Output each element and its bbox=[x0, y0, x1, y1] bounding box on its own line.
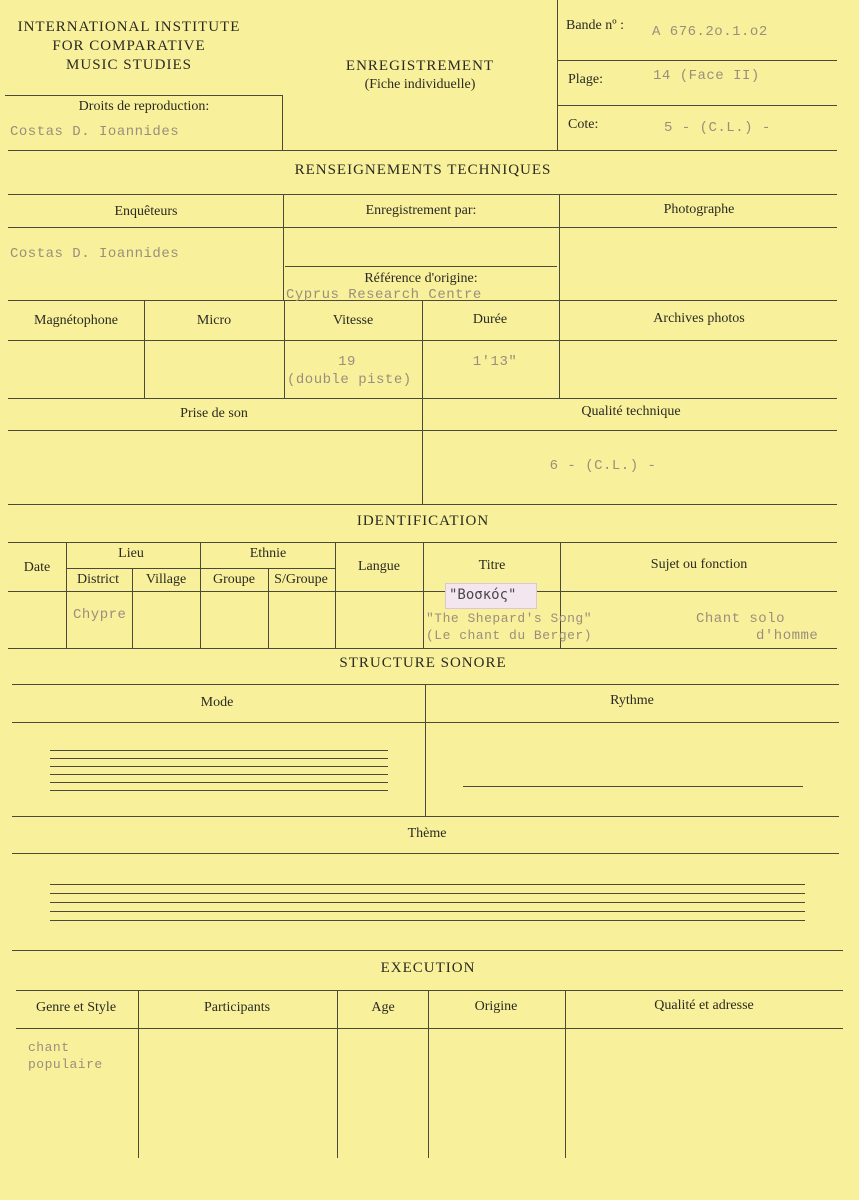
langue-label: Langue bbox=[358, 559, 400, 574]
divider bbox=[557, 0, 558, 150]
execution-header: EXECUTION bbox=[380, 960, 476, 976]
divider bbox=[559, 300, 560, 398]
divider bbox=[8, 398, 837, 399]
bande-label: Bande nº : bbox=[566, 18, 624, 33]
divider bbox=[8, 194, 837, 195]
mode-rule bbox=[50, 758, 388, 759]
greek-title: "Βοσκός" bbox=[449, 587, 517, 603]
vitesse-value-2: (double piste) bbox=[287, 372, 412, 388]
divider bbox=[5, 95, 282, 96]
theme-rule bbox=[50, 920, 805, 921]
cote-label: Cote: bbox=[568, 117, 599, 132]
qualite-value: 6 - (C.L.) - bbox=[549, 458, 657, 474]
ethnie-label: Ethnie bbox=[249, 546, 287, 561]
rights-label: Droits de reproduction: bbox=[78, 99, 210, 114]
titre-line-2: (Le chant du Berger) bbox=[426, 628, 593, 643]
rythme-rule bbox=[463, 786, 803, 787]
date-label: Date bbox=[23, 560, 51, 575]
titre-label: Titre bbox=[478, 558, 506, 573]
mode-rule bbox=[50, 782, 388, 783]
sujet-line-2: d'homme bbox=[756, 628, 819, 644]
mode-rule bbox=[50, 750, 388, 751]
theme-rule bbox=[50, 902, 805, 903]
structure-header: STRUCTURE SONORE bbox=[339, 655, 507, 671]
divider bbox=[284, 300, 285, 398]
divider bbox=[423, 542, 424, 648]
enregistrement-label: Enregistrement par: bbox=[365, 203, 477, 218]
origine-label: Origine bbox=[474, 999, 518, 1014]
divider bbox=[12, 950, 843, 951]
divider bbox=[285, 266, 557, 267]
enqueteurs-value: Costas D. Ioannides bbox=[10, 246, 180, 262]
duree-label: Durée bbox=[472, 312, 508, 327]
titre-line-1: "The Shepard's Song" bbox=[426, 611, 593, 626]
technical-header: RENSEIGNEMENTS TECHNIQUES bbox=[294, 162, 552, 178]
duree-value: 1'13" bbox=[472, 354, 518, 370]
divider bbox=[8, 340, 837, 341]
vitesse-label: Vitesse bbox=[332, 313, 374, 328]
divider bbox=[335, 542, 336, 648]
divider bbox=[12, 816, 839, 817]
theme-label: Thème bbox=[407, 826, 447, 841]
groupe-label: Groupe bbox=[213, 572, 255, 587]
divider bbox=[132, 568, 133, 648]
divider bbox=[8, 504, 837, 505]
vitesse-value-1: 19 bbox=[338, 354, 356, 370]
qualite-label: Qualité technique bbox=[581, 404, 681, 419]
enqueteurs-label: Enquêteurs bbox=[114, 204, 178, 219]
divider bbox=[66, 568, 335, 569]
institute-name bbox=[4, 18, 254, 75]
village-label: Village bbox=[145, 572, 187, 587]
district-value: Chypre bbox=[73, 607, 127, 623]
district-label: District bbox=[77, 572, 119, 587]
age-label: Age bbox=[371, 1000, 395, 1015]
sujet-line-1: Chant solo bbox=[696, 611, 786, 627]
magnetophone-label: Magnétophone bbox=[34, 313, 118, 328]
genre-line-1: chant bbox=[28, 1040, 70, 1055]
mode-label: Mode bbox=[200, 695, 234, 710]
divider bbox=[283, 194, 284, 300]
genre-label: Genre et Style bbox=[35, 1000, 117, 1015]
cote-value: 5 - (C.L.) - bbox=[664, 120, 771, 136]
bande-value: A 676.2o.1.o2 bbox=[652, 24, 768, 40]
form-title: ENREGISTREMENT bbox=[345, 58, 495, 74]
divider bbox=[8, 648, 837, 649]
sgroupe-label: S/Groupe bbox=[274, 572, 328, 587]
divider bbox=[200, 542, 201, 648]
divider bbox=[559, 194, 560, 300]
theme-rule bbox=[50, 911, 805, 912]
divider bbox=[8, 150, 837, 151]
reference-value: Cyprus Research Centre bbox=[286, 287, 482, 303]
divider bbox=[8, 591, 837, 592]
plage-value: 14 (Face II) bbox=[653, 68, 760, 84]
mode-rule bbox=[50, 790, 388, 791]
reference-label: Référence d'origine: bbox=[364, 271, 478, 286]
divider bbox=[337, 990, 338, 1158]
theme-rule bbox=[50, 893, 805, 894]
lieu-label: Lieu bbox=[118, 546, 144, 561]
divider bbox=[8, 227, 837, 228]
prise-label: Prise de son bbox=[180, 406, 248, 421]
divider bbox=[138, 990, 139, 1158]
divider bbox=[16, 1028, 843, 1029]
identification-header: IDENTIFICATION bbox=[356, 513, 490, 529]
divider bbox=[8, 430, 837, 431]
sujet-label: Sujet ou fonction bbox=[650, 557, 748, 572]
divider bbox=[425, 684, 426, 816]
mode-rule bbox=[50, 774, 388, 775]
genre-line-2: populaire bbox=[28, 1057, 103, 1072]
divider bbox=[144, 300, 145, 398]
participants-label: Participants bbox=[203, 1000, 271, 1015]
form-subtitle: (Fiche individuelle) bbox=[364, 77, 476, 92]
photographe-label: Photographe bbox=[663, 202, 735, 217]
divider bbox=[557, 60, 837, 61]
divider bbox=[282, 95, 283, 150]
micro-label: Micro bbox=[196, 313, 232, 328]
divider bbox=[557, 105, 837, 106]
divider bbox=[428, 990, 429, 1158]
institute-line-2: FOR COMPARATIVE bbox=[52, 38, 206, 54]
divider bbox=[268, 568, 269, 648]
institute-line-1: INTERNATIONAL INSTITUTE bbox=[17, 19, 241, 35]
institute-line-3: MUSIC STUDIES bbox=[66, 57, 192, 73]
divider bbox=[422, 300, 423, 504]
plage-label: Plage: bbox=[568, 72, 603, 87]
divider bbox=[16, 990, 843, 991]
divider bbox=[12, 853, 839, 854]
divider bbox=[565, 990, 566, 1158]
archives-label: Archives photos bbox=[653, 311, 745, 326]
qualite-adresse-label: Qualité et adresse bbox=[654, 998, 754, 1013]
theme-rule bbox=[50, 884, 805, 885]
divider bbox=[12, 722, 839, 723]
mode-rule bbox=[50, 766, 388, 767]
rights-value: Costas D. Ioannides bbox=[10, 124, 180, 140]
divider bbox=[66, 542, 67, 648]
rythme-label: Rythme bbox=[610, 693, 654, 708]
